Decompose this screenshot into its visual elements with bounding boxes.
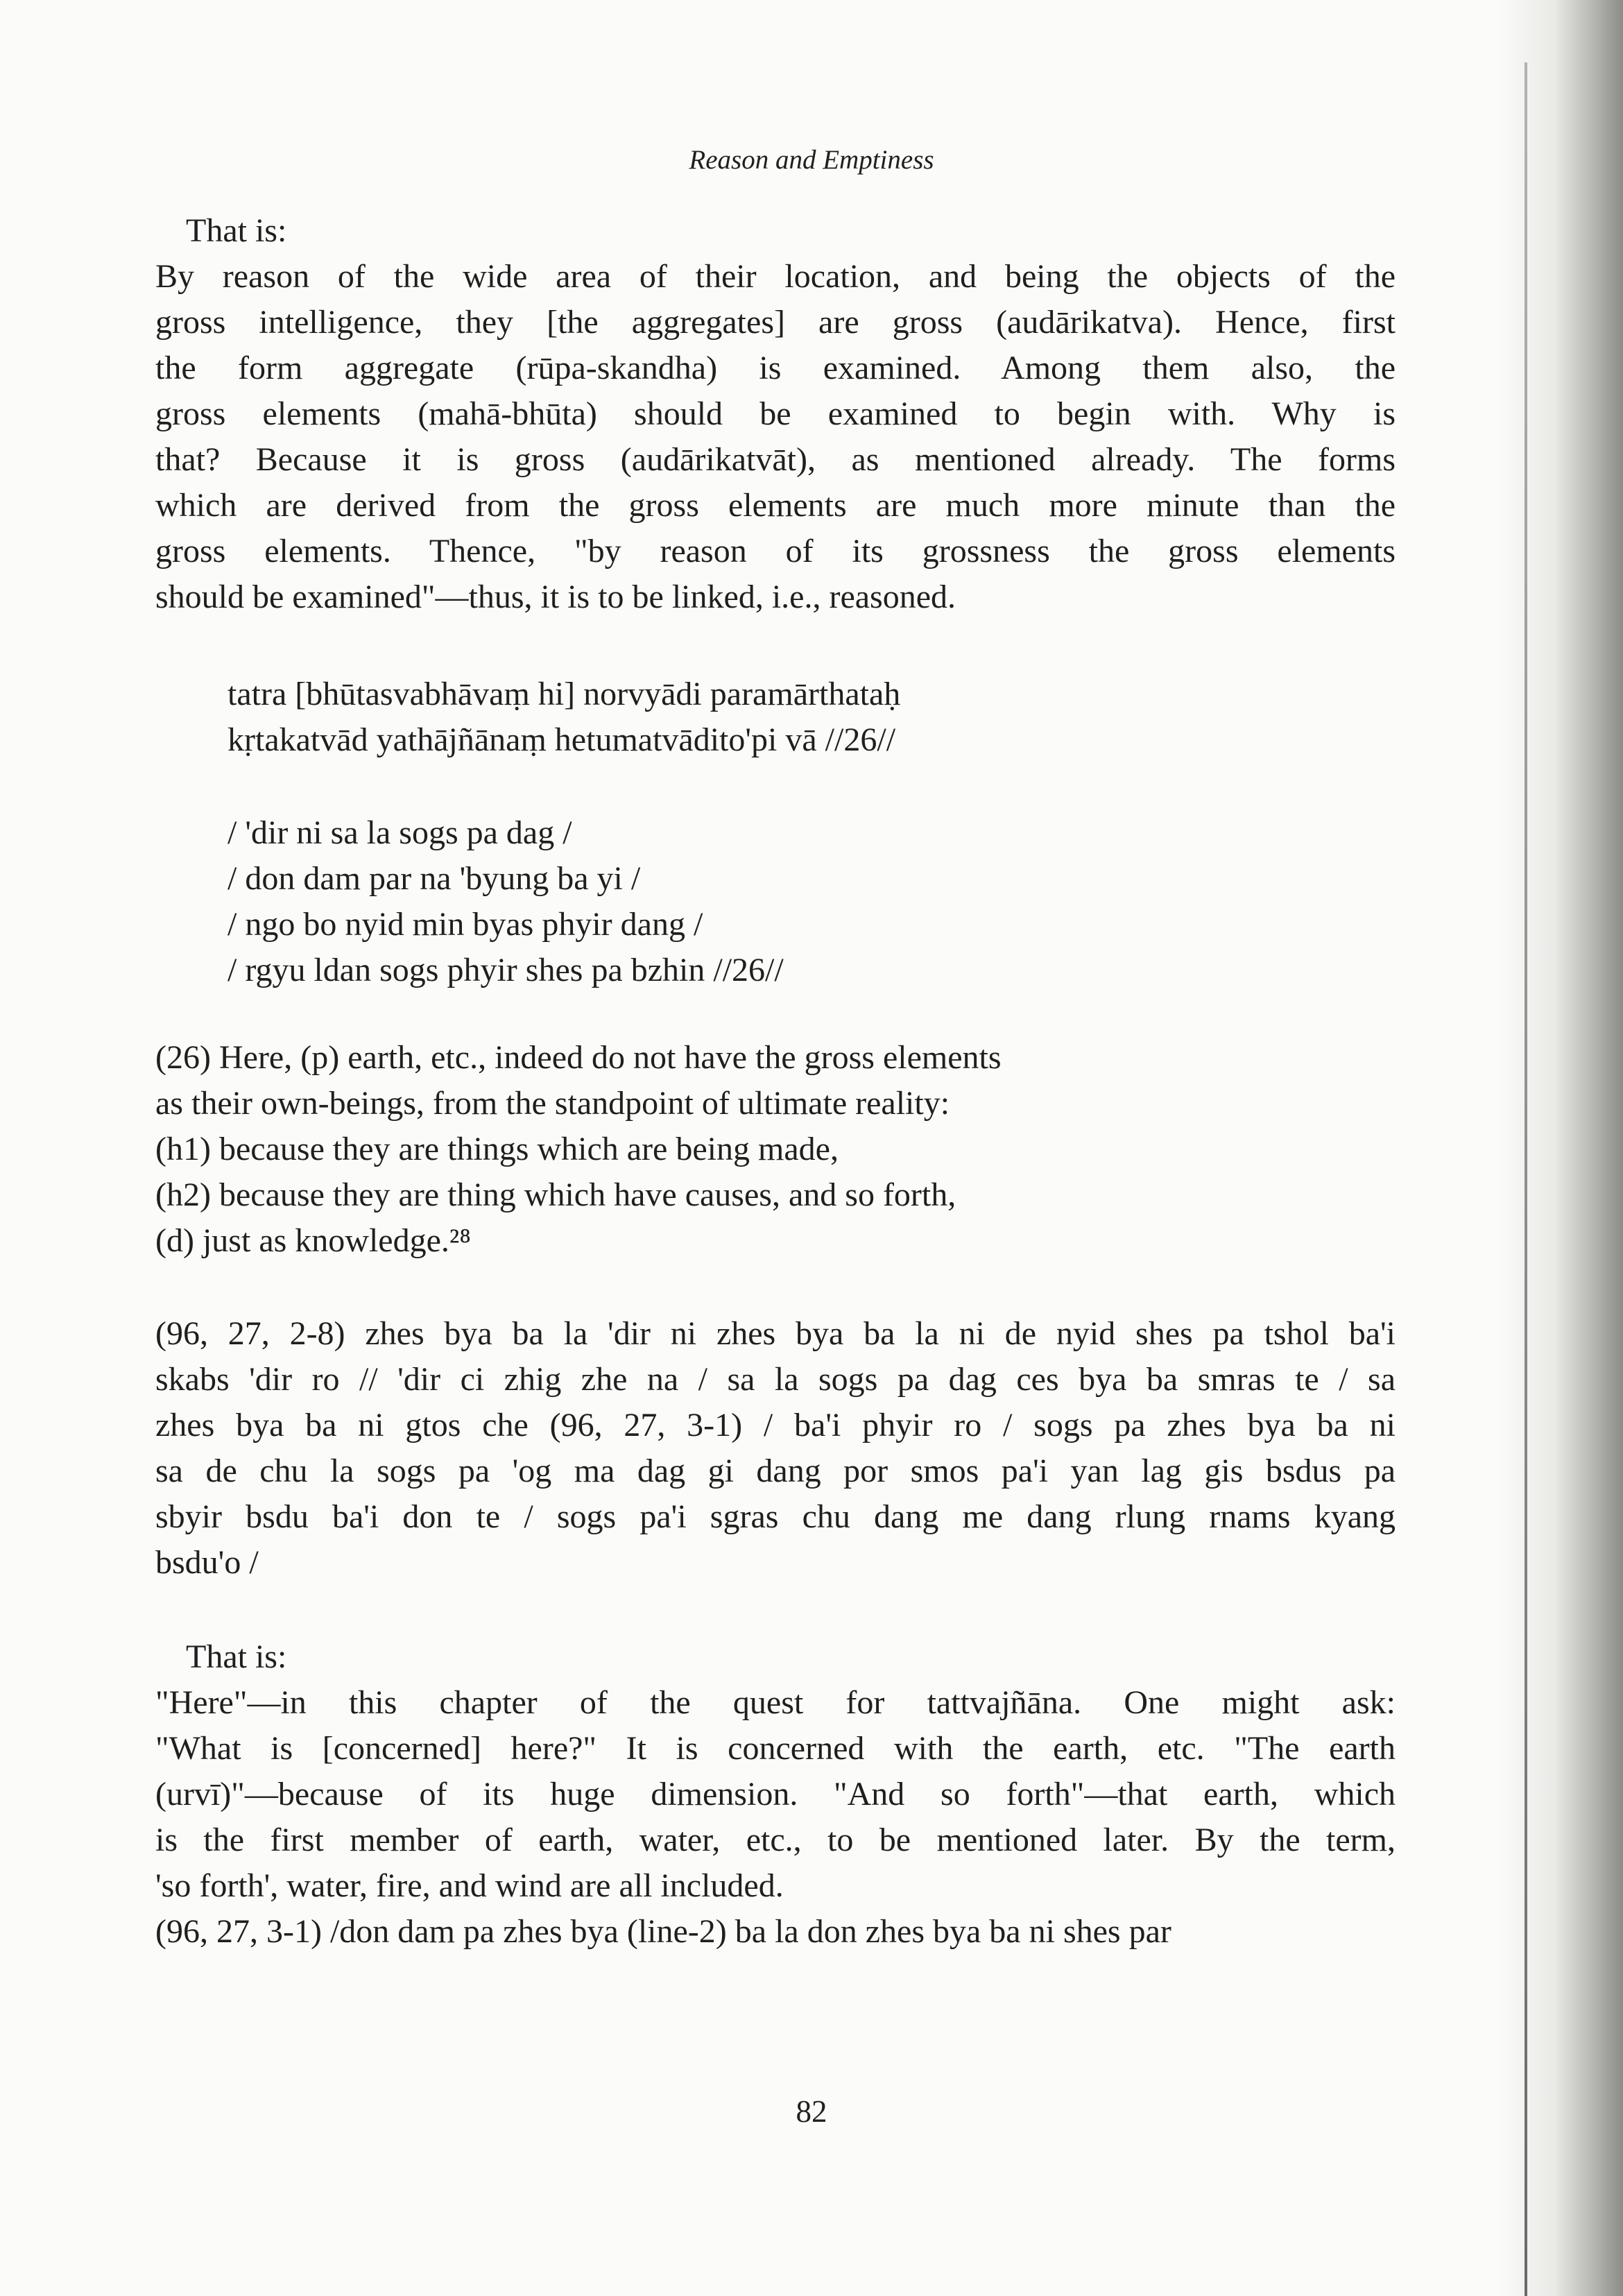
text-line: (26) Here, (p) earth, etc., indeed do not have the gross elements bbox=[155, 1039, 1002, 1076]
text-line: that? Because it is gross (audārikatvāt), as mentioned already. The forms bbox=[155, 441, 1396, 478]
verse-line: / ngo bo nyid min byas phyir dang / bbox=[227, 906, 703, 943]
verse-line: tatra [bhūtasvabhāvaṃ hi] norvyādi paramārthataḥ bbox=[227, 676, 901, 712]
text-line: as their own-beings, from the standpoint of ultimate reality: bbox=[155, 1085, 950, 1122]
text-line: the form aggregate (rūpa-skandha) is examined. Among them also, the bbox=[155, 350, 1396, 386]
text-line: "What is [concerned] here?" It is concerned with the earth, etc. "The earth bbox=[155, 1730, 1396, 1767]
commentary-block-1 bbox=[155, 208, 1396, 620]
verse-line: / 'dir ni sa la sogs pa dag / bbox=[227, 814, 572, 851]
text-line: (d) just as knowledge.²⁸ bbox=[155, 1222, 472, 1259]
text-line: By reason of the wide area of their location, and being the objects of the bbox=[155, 258, 1396, 295]
text-line: (h2) because they are thing which have causes, and so forth, bbox=[155, 1176, 956, 1213]
commentary-block-2 bbox=[155, 1634, 1396, 1909]
paragraph bbox=[155, 1311, 1396, 1586]
tibetan-commentary-block bbox=[155, 1311, 1396, 1586]
text-line: should be examined"—thus, it is to be linked, i.e., reasoned. bbox=[155, 579, 956, 615]
text-line: sa de chu la sogs pa 'og ma dag gi dang por smos pa'i yan lag gis bsdus pa bbox=[155, 1453, 1396, 1489]
text-line: (96, 27, 3-1) /don dam pa zhes bya (line-2) ba la don zhes bya ba ni shes par bbox=[155, 1913, 1171, 1950]
text-line: skabs 'dir ro // 'dir ci zhig zhe na / sa la sogs pa dag ces bya ba smras te / sa bbox=[155, 1361, 1396, 1398]
paragraph bbox=[155, 1634, 1396, 1909]
paragraph bbox=[155, 1035, 1396, 1264]
text-line: gross elements. Thence, "by reason of its grossness the gross elements bbox=[155, 533, 1396, 569]
text-line: "Here"—in this chapter of the quest for tattvajñāna. One might ask: bbox=[155, 1684, 1396, 1721]
tibetan-verse bbox=[227, 810, 784, 993]
text-line: (96, 27, 2-8) zhes bya ba la 'dir ni zhes bya ba la ni de nyid shes pa tshol ba'i bbox=[155, 1315, 1396, 1352]
text-line: 'so forth', water, fire, and wind are all included. bbox=[155, 1867, 784, 1904]
text-line: (urvī)"—because of its huge dimension. "And so forth"—that earth, which bbox=[155, 1776, 1396, 1813]
text-line: zhes bya ba ni gtos che (96, 27, 3-1) / ba'i phyir ro / sogs pa zhes bya ba ni bbox=[155, 1407, 1396, 1443]
verse-line: / rgyu ldan sogs phyir shes pa bzhin //26// bbox=[227, 952, 784, 988]
text-line: (h1) because they are things which are being made, bbox=[155, 1131, 839, 1167]
paragraph bbox=[155, 208, 1396, 620]
paragraph-lead: That is: bbox=[186, 212, 287, 249]
sanskrit-verse bbox=[227, 671, 900, 763]
text-line: is the first member of earth, water, etc., to be mentioned later. By the term, bbox=[155, 1822, 1396, 1858]
page-binding-edge bbox=[1525, 62, 1527, 2296]
running-head: Reason and Emptiness bbox=[689, 145, 934, 175]
verse-line: kṛtakatvād yathājñānaṃ hetumatvādito'pi vā //26// bbox=[227, 721, 896, 758]
paragraph bbox=[155, 1909, 1396, 1955]
verse-line: / don dam par na 'byung ba yi / bbox=[227, 860, 641, 897]
page-number: 82 bbox=[796, 2094, 827, 2129]
text-line: bsdu'o / bbox=[155, 1544, 259, 1581]
text-line: gross elements (mahā-bhūta) should be examined to begin with. Why is bbox=[155, 395, 1396, 432]
text-line: sbyir bsdu ba'i don te / sogs pa'i sgras chu dang me dang rlung rnams kyang bbox=[155, 1498, 1396, 1535]
paragraph-lead: That is: bbox=[186, 1638, 287, 1675]
final-line-block bbox=[155, 1909, 1396, 1955]
text-line: gross intelligence, they [the aggregates] are gross (audārikatva). Hence, first bbox=[155, 304, 1396, 341]
translation-block bbox=[155, 1035, 1396, 1264]
text-line: which are derived from the gross elements are much more minute than the bbox=[155, 487, 1396, 524]
page-binding-shadow bbox=[1498, 0, 1623, 2296]
